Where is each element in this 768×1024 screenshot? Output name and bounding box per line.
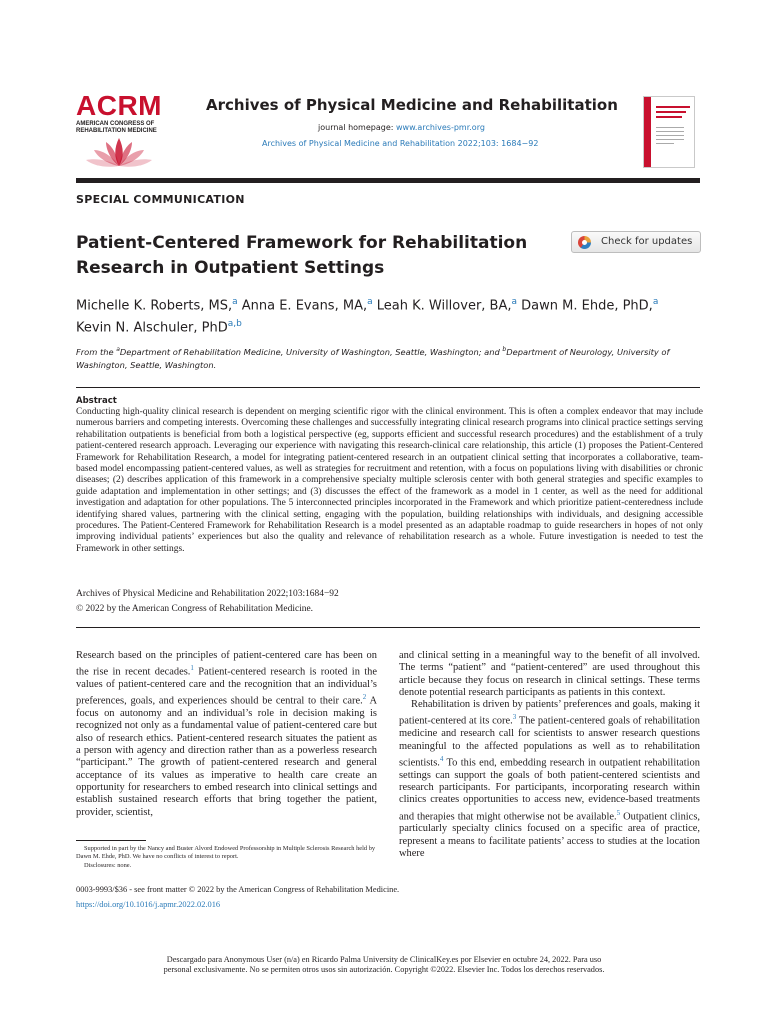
- affiliation-mark-b: b: [502, 346, 507, 353]
- body-column-right: [399, 650, 700, 860]
- body-paragraph: [76, 650, 377, 819]
- acrm-logo-text: ACRM: [76, 90, 162, 121]
- author-name: Anna E. Evans, MA,: [241, 298, 368, 314]
- article-title: Patient-Centered Framework for Rehabilitation Research in Outpatient Settings: [76, 233, 528, 278]
- download-notice-line: personal exclusivamente. No se permiten otros usos sin autorización. Copyright ©2022. Elsevier Inc. Todos los derechos reservados.: [163, 965, 605, 974]
- affiliation-prefix: From the: [76, 346, 117, 357]
- issn-front-matter: 0003-9993/$36 - see front matter © 2022 by the American Congress of Rehabilitation Medicine.: [76, 885, 400, 894]
- abstract-top-rule: [76, 387, 700, 388]
- author-affiliation-mark: a,b: [227, 319, 242, 330]
- abstract-heading: Abstract: [76, 396, 117, 406]
- body-paragraph: [399, 699, 700, 860]
- abstract-citation: Archives of Physical Medicine and Rehabilitation 2022;103:1684−92: [76, 589, 339, 599]
- body-text: The patient-centered goals of rehabilitation medicine and research call for scientists to answer research questions meaningful to the affected populations as well as to rehabilitation scientists.: [399, 715, 700, 769]
- homepage-link[interactable]: www.archives-pmr.org: [395, 123, 485, 132]
- author-name: Michelle K. Roberts, MS,: [76, 298, 233, 314]
- body-text: Research based on the principles of patient-centered care has been on the rise in recent decades.: [76, 650, 377, 678]
- abstract-copyright: © 2022 by the American Congress of Rehabilitation Medicine.: [76, 604, 314, 614]
- reference-link[interactable]: 4: [439, 754, 444, 763]
- reference-link[interactable]: 5: [616, 808, 621, 817]
- download-notice-line: Descargado para Anonymous User (n/a) en Ricardo Palma University de ClinicalKey.es por Elsevier en octubre 24, 2022. Para uso: [166, 955, 602, 964]
- journal-citation-link[interactable]: Archives of Physical Medicine and Rehabilitation 2022;103: 1684−92: [262, 139, 539, 148]
- download-notice: [130, 955, 638, 975]
- abstract-bottom-rule: [76, 627, 700, 628]
- homepage-label: journal homepage:: [318, 123, 394, 132]
- body-text: Rehabilitation is driven by patients’ preferences and goals, making it patient-centered at its core.: [399, 699, 700, 727]
- funding-footnote: Supported in part by the Nancy and Buster Alvord Endowed Professorship in Multiple Sclerosis Research held by Dawn M. Ehde, PhD. We have no conflicts of interest to report.: [76, 845, 376, 861]
- author-affiliation-mark: a: [367, 297, 373, 307]
- author-affiliation-mark: a: [511, 297, 518, 307]
- body-text: Patient-centered research is rooted in the values of patient-centered care and the recognition that an individual’s preferences, goals, and experiences should be central to their care.: [76, 666, 377, 707]
- affiliation-mark-a: a: [116, 346, 120, 353]
- journal-homepage: [318, 123, 485, 132]
- author-name: Kevin N. Alschuler, PhD: [76, 320, 228, 336]
- body-column-left: [76, 650, 377, 819]
- lotus-logo-icon: [84, 134, 154, 170]
- affiliation-a: Department of Rehabilitation Medicine, University of Washington, Seattle, Washington; and: [119, 346, 503, 357]
- author-affiliation-mark: a: [652, 297, 659, 307]
- author-list: [76, 293, 706, 338]
- journal-title: Archives of Physical Medicine and Rehabilitation: [206, 96, 618, 114]
- affiliations: [76, 343, 704, 372]
- footnotes: [76, 845, 377, 870]
- body-text: Outpatient clinics, particularly specialty clinics focused on a specific area of practice, represent a means to facilitate patients’ access to studies at the location where: [399, 811, 700, 859]
- reference-link[interactable]: 1: [190, 664, 194, 673]
- crossmark-icon: [578, 236, 591, 249]
- body-text: A focus on autonomy and an individual’s role in decision making is recognized not only as a fundamental value of patient-centered care but also of research ethics. Patient-centered research situates the patient as a person with agency and direction rather than as a powerless research “participant.” The growth of patient-centered research and general acceptance of its values as imperative to health care create an opportunity for researchers to embed research into clinical settings and establish sustained research efforts that bring together the patient, provider, scientist,: [76, 695, 377, 818]
- acrm-logo-subtitle: AMERICAN CONGRESS OF REHABILITATION MEDICINE: [76, 121, 157, 134]
- reference-link[interactable]: 3: [512, 713, 517, 722]
- body-paragraph: and clinical setting in a meaningful way to the benefit of all involved. The terms “patient” and “patient-centered” are used throughout this article because they focus on research in clinical settings. These terms denote potential research participants as patients in this context.: [399, 650, 700, 698]
- check-for-updates-label: Check for updates: [601, 236, 693, 247]
- footnote-rule: [76, 840, 146, 841]
- reference-link[interactable]: 2: [362, 693, 367, 702]
- author-name: Leah K. Willover, BA,: [376, 298, 512, 314]
- author-affiliation-mark: a: [232, 297, 238, 307]
- affiliation-b: Department of Neurology, University of Washington, Seattle, Washington.: [76, 346, 670, 370]
- abstract-body: Conducting high-quality clinical research is dependent on merging scientific rigor with the clinical environment. This is often a complex endeavor that may include numerous barriers and competing interests. Overcoming these challenges and successfully integrating clinical research programs into clinical practice settings serving rehabilitation outpatients is beneficial from both a logistical perspective (eg, supports efficient and successful research procedures) and the establishment of a truly patient-centered research approach. Leveraging our experience with navigating this research-clinical care relationship, this article (1) proposes the Patient-Centered Framework for Rehabilitation Research, a model for integrating patient-centered research in an outpatient clinical setting that incorporates a collaborative, team-based model encompassing patient-centered values, as well as strategies for recruitment and retention, with a focus on populations living with disabilities or chronic diseases; (2) describes application of this framework in a comprehensive specialty multiple sclerosis center with both general strategies and specific examples to guide adaptation and implementation in other settings; and (3) discusses the effect of the framework as a model in 1 center, as well as the need for additional investigation and adaptation for other populations. The 5 interconnected principles incorporated in the Framework and which prioritize patient-centeredness include identifying shared values, partnering with the clinical setting, engaging with the population, building relationships with individuals, and designing accessible procedures. The Patient-Centered Framework for Rehabilitation Research is a model presented as an adaptable roadmap to guide researchers in hopes of not only improving individual patients’ experiences but also the quality and relevance of rehabilitation research as a whole. Future investigation is needed to test the Framework in other settings.: [76, 407, 703, 554]
- journal-cover-thumbnail: [643, 96, 695, 168]
- doi-link[interactable]: https://doi.org/10.1016/j.apmr.2022.02.016: [76, 900, 221, 909]
- header-rule: [76, 178, 700, 183]
- author-name: Dawn M. Ehde, PhD,: [521, 298, 653, 314]
- body-text: To this end, embedding research in outpatient rehabilitation settings can support the goals of both patient-centered scientists and research participants. For participants, incorporating research within clinics creates opportunities to access new, evidence-based treatments and therapies that might otherwise not be available.: [399, 757, 700, 823]
- section-label: SPECIAL COMMUNICATION: [76, 193, 245, 206]
- check-for-updates-button[interactable]: [571, 231, 701, 253]
- disclosures-footnote: Disclosures: none.: [84, 861, 132, 869]
